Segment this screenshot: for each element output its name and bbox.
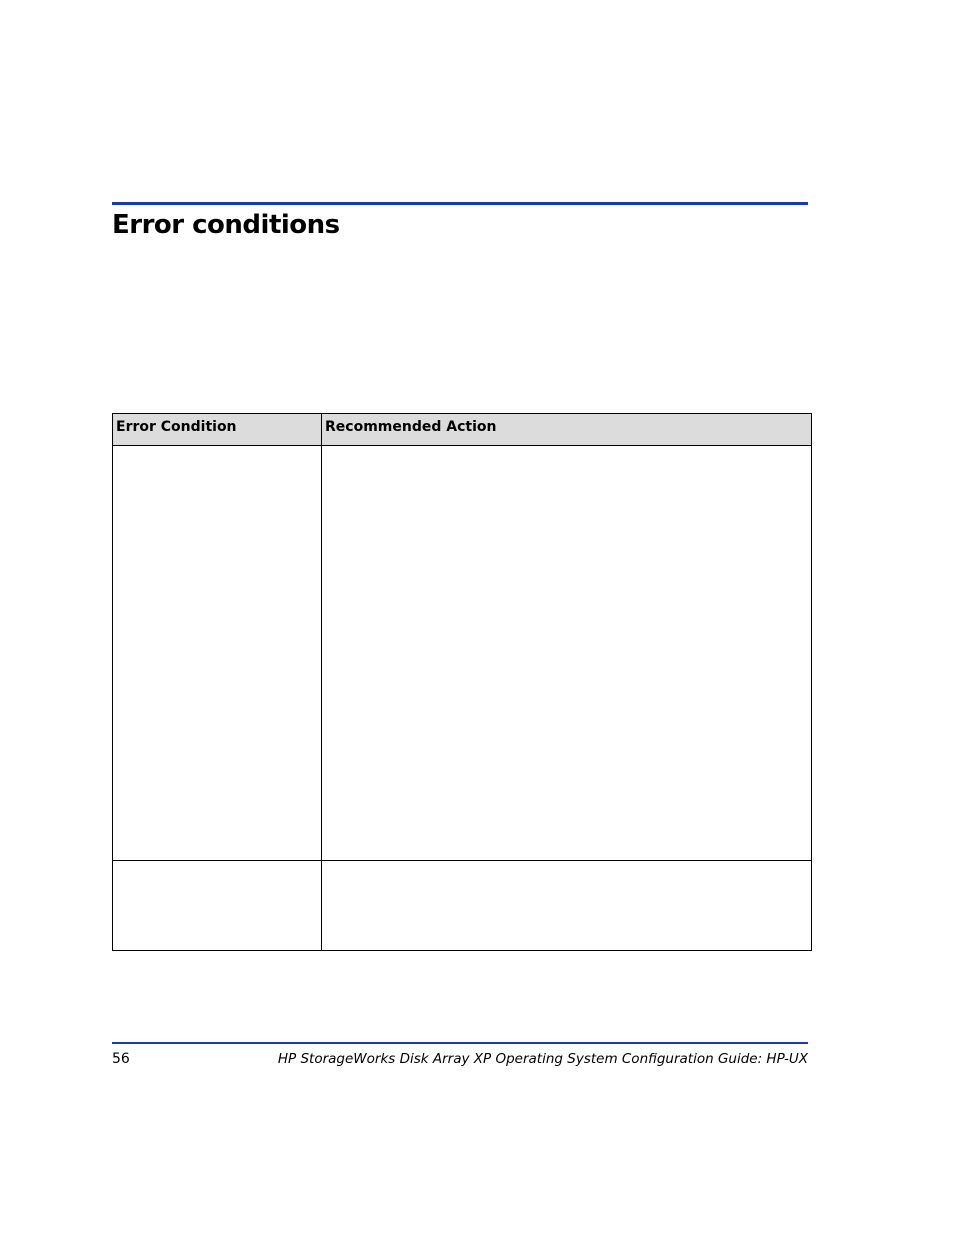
footer-rule [112,1042,808,1044]
error-conditions-table [112,413,812,951]
table-cell-condition [113,861,322,951]
table-cell-action [322,861,812,951]
footer-doc-title: HP StorageWorks Disk Array XP Operating System Configuration Guide: HP-UX [277,1051,808,1067]
section-title: Error conditions [112,210,340,240]
table-header-row [113,414,812,446]
table-cell-action [322,446,812,861]
table-row [113,861,812,951]
header-error-condition: Error Condition [113,414,322,446]
table-row [113,446,812,861]
table-cell-condition [113,446,322,861]
header-recommended-action: Recommended Action [322,414,812,446]
section-top-rule [112,202,808,205]
page-number: 56 [112,1051,130,1067]
